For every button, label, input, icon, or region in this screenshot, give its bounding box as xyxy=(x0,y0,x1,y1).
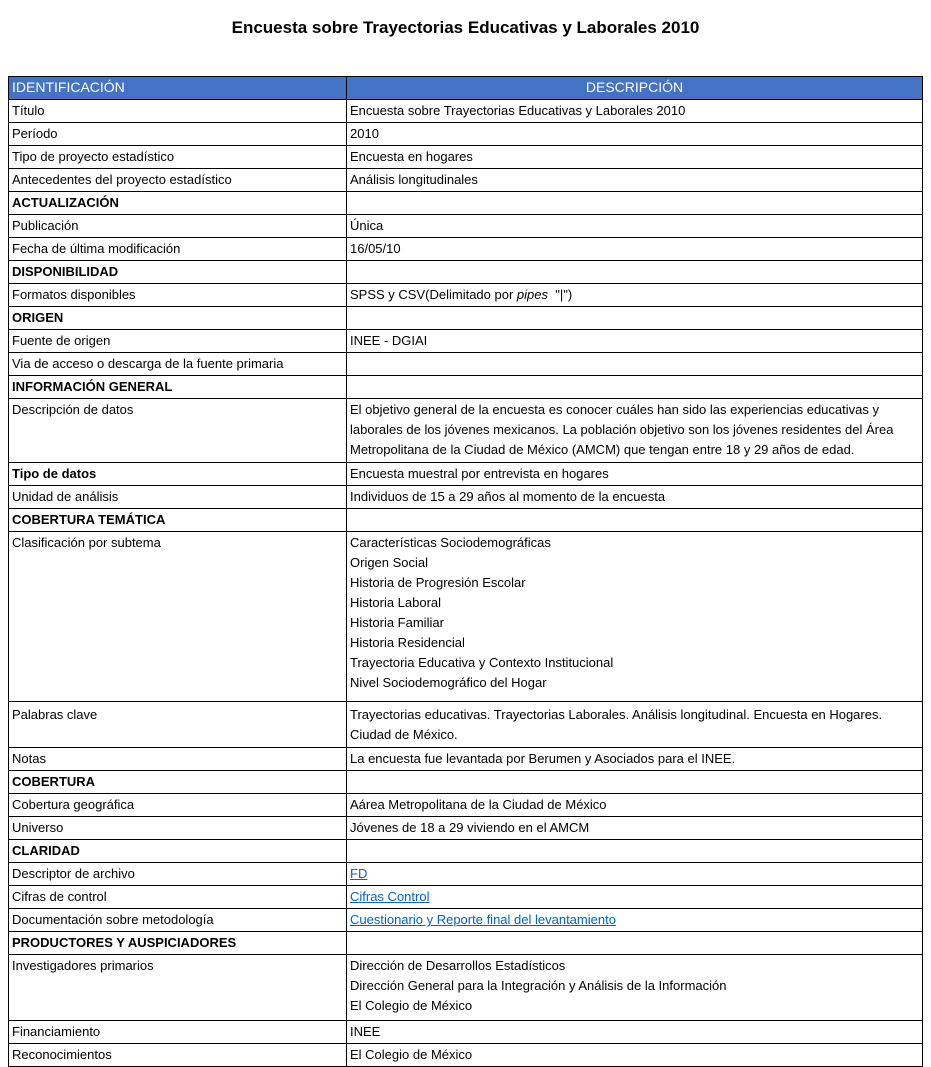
row-label: Formatos disponibles xyxy=(9,284,347,307)
value-line: laborales de los jóvenes mexicanos. La población objetivo son los jóvenes residentes del Área xyxy=(350,422,894,437)
value-line: Trayectoria Educativa y Contexto Institucional xyxy=(350,655,614,670)
table-row xyxy=(9,353,923,376)
section-label: COBERTURA xyxy=(9,771,347,794)
table-header-row xyxy=(9,77,923,100)
value-line: El Colegio de México xyxy=(350,998,473,1013)
row-value xyxy=(347,532,923,702)
value-line: Trayectorias educativas. Trayectorias Laborales. Análisis longitudinal. Encuesta en Hogares. xyxy=(350,707,883,722)
row-label: Fuente de origen xyxy=(9,330,347,353)
section-row xyxy=(9,771,923,794)
row-value: 2010 xyxy=(347,123,923,146)
row-label: Financiamiento xyxy=(9,1021,347,1044)
row-value xyxy=(347,307,923,330)
row-value xyxy=(347,863,923,886)
section-label: PRODUCTORES Y AUSPICIADORES xyxy=(9,932,347,955)
table-row xyxy=(9,817,923,840)
row-value xyxy=(347,261,923,284)
value-part: SPSS y CSV(Delimitado por xyxy=(350,287,517,302)
row-label: Tipo de proyecto estadístico xyxy=(9,146,347,169)
table-row xyxy=(9,123,923,146)
table-row xyxy=(9,886,923,909)
table-row xyxy=(9,146,923,169)
header-identificacion: IDENTIFICACIÓN xyxy=(9,77,347,100)
row-value xyxy=(347,192,923,215)
row-label: Fecha de última modificación xyxy=(9,238,347,261)
table-row xyxy=(9,169,923,192)
document-title: Encuesta sobre Trayectorias Educativas y Laborales 2010 xyxy=(231,18,700,37)
table-row xyxy=(9,1021,923,1044)
row-value: Encuesta en hogares xyxy=(347,146,923,169)
row-label: Descriptor de archivo xyxy=(9,863,347,886)
table-row xyxy=(9,100,923,123)
row-label: Investigadores primarios xyxy=(9,955,347,1021)
table-row xyxy=(9,794,923,817)
section-label: ORIGEN xyxy=(9,307,347,330)
row-label: Cifras de control xyxy=(9,886,347,909)
section-label: DISPONIBILIDAD xyxy=(9,261,347,284)
cifras-control-link[interactable]: Cifras Control xyxy=(350,889,430,904)
row-value xyxy=(347,840,923,863)
row-value xyxy=(347,771,923,794)
table-row xyxy=(9,463,923,486)
row-value: Aárea Metropolitana de la Ciudad de México xyxy=(347,794,923,817)
section-label: ACTUALIZACIÓN xyxy=(9,192,347,215)
row-label: Reconocimientos xyxy=(9,1044,347,1067)
value-line: Dirección General para la Integración y Análisis de la Información xyxy=(350,978,727,993)
row-label: Antecedentes del proyecto estadístico xyxy=(9,169,347,192)
row-value xyxy=(347,955,923,1021)
row-label: Título xyxy=(9,100,347,123)
row-value: Individuos de 15 a 29 años al momento de la encuesta xyxy=(347,486,923,509)
table-row xyxy=(9,532,923,702)
table-row xyxy=(9,330,923,353)
row-label: Palabras clave xyxy=(9,702,347,748)
row-value: Encuesta muestral por entrevista en hogares xyxy=(347,463,923,486)
metodologia-link[interactable]: Cuestionario y Reporte final del levantamiento xyxy=(350,912,616,927)
row-label: Documentación sobre metodología xyxy=(9,909,347,932)
value-line: El objetivo general de la encuesta es conocer cuáles han sido las experiencias educativas y xyxy=(350,402,879,417)
row-value xyxy=(347,886,923,909)
row-label: Unidad de análisis xyxy=(9,486,347,509)
value-line: Historia Laboral xyxy=(350,595,442,610)
row-value xyxy=(347,376,923,399)
table-row xyxy=(9,955,923,1021)
row-value xyxy=(347,399,923,463)
table-row xyxy=(9,238,923,261)
row-label: Universo xyxy=(9,817,347,840)
value-line: Dirección de Desarrollos Estadísticos xyxy=(350,958,566,973)
row-value: Única xyxy=(347,215,923,238)
section-label: INFORMACIÓN GENERAL xyxy=(9,376,347,399)
section-row xyxy=(9,192,923,215)
section-row xyxy=(9,261,923,284)
value-part: "|") xyxy=(547,287,573,302)
row-value: Encuesta sobre Trayectorias Educativas y Laborales 2010 xyxy=(347,100,923,123)
row-value: Análisis longitudinales xyxy=(347,169,923,192)
table-row xyxy=(9,702,923,748)
table-row xyxy=(9,1044,923,1067)
row-value: INEE - DGIAI xyxy=(347,330,923,353)
section-label: CLARIDAD xyxy=(9,840,347,863)
table-row xyxy=(9,284,923,307)
row-value xyxy=(347,353,923,376)
row-label: Descripción de datos xyxy=(9,399,347,463)
row-label: Clasificación por subtema xyxy=(9,532,347,702)
row-label: Cobertura geográfica xyxy=(9,794,347,817)
value-line: Historia de Progresión Escolar xyxy=(350,575,526,590)
value-emphasis: pipes xyxy=(516,287,548,302)
value-line: Historia Residencial xyxy=(350,635,465,650)
section-row xyxy=(9,840,923,863)
row-label: Publicación xyxy=(9,215,347,238)
section-row xyxy=(9,509,923,532)
row-label: Tipo de datos xyxy=(9,463,347,486)
header-descripcion: DESCRIPCIÓN xyxy=(347,77,923,100)
value-line: Metropolitana de la Ciudad de México (AMCM) que tengan entre 18 y 29 años de edad. xyxy=(350,442,855,457)
row-label: Via de acceso o descarga de la fuente primaria xyxy=(9,353,347,376)
row-value xyxy=(347,909,923,932)
row-value: Jóvenes de 18 a 29 viviendo en el AMCM xyxy=(347,817,923,840)
value-line: Nivel Sociodemográfico del Hogar xyxy=(350,675,547,690)
table-row xyxy=(9,748,923,771)
value-line: Origen Social xyxy=(350,555,429,570)
row-label: Período xyxy=(9,123,347,146)
section-row xyxy=(9,376,923,399)
table-row xyxy=(9,215,923,238)
row-value: INEE xyxy=(347,1021,923,1044)
section-label: COBERTURA TEMÁTICA xyxy=(9,509,347,532)
row-value xyxy=(347,702,923,748)
row-value: 16/05/10 xyxy=(347,238,923,261)
metadata-table xyxy=(8,76,923,1067)
fd-link[interactable]: FD xyxy=(350,866,368,881)
section-row xyxy=(9,932,923,955)
row-label: Notas xyxy=(9,748,347,771)
value-line: Historia Familiar xyxy=(350,615,444,630)
row-value xyxy=(347,932,923,955)
row-value xyxy=(347,284,923,307)
table-row xyxy=(9,399,923,463)
row-value: La encuesta fue levantada por Berumen y Asociados para el INEE. xyxy=(347,748,923,771)
value-line: Ciudad de México. xyxy=(350,727,458,742)
table-row xyxy=(9,863,923,886)
row-value xyxy=(347,509,923,532)
section-row xyxy=(9,307,923,330)
table-row xyxy=(9,486,923,509)
table-row xyxy=(9,909,923,932)
row-value: El Colegio de México xyxy=(347,1044,923,1067)
value-line: Características Sociodemográficas xyxy=(350,535,551,550)
